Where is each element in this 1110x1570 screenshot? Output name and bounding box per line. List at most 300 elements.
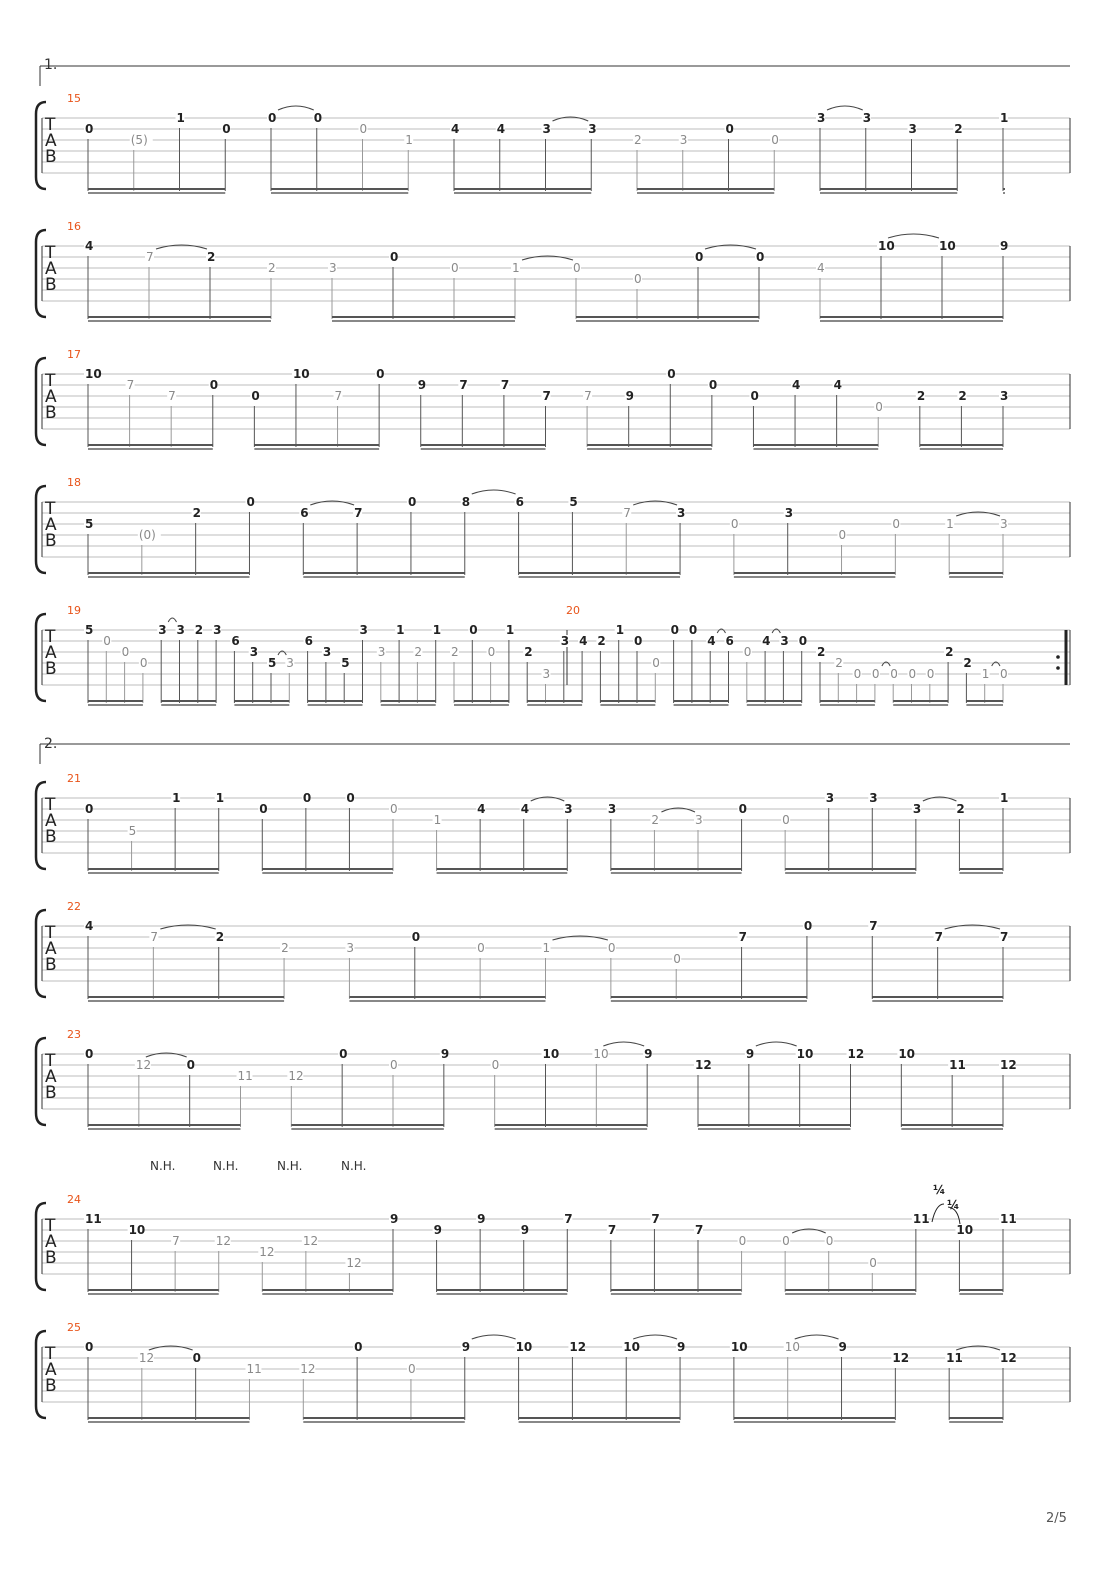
beam — [1003, 192, 1005, 194]
repeat-dot — [1056, 666, 1060, 670]
tab-clef-letter: B — [45, 403, 57, 423]
tie-arc — [756, 1042, 797, 1046]
tab-clef-letter: A — [45, 1232, 57, 1252]
tab-clef-letter: T — [45, 243, 56, 263]
beam — [262, 1289, 393, 1291]
tab-clef-letter: T — [45, 1344, 56, 1364]
fret-number: 4 — [707, 634, 716, 648]
beam — [454, 700, 509, 702]
fret-number: 6 — [300, 506, 309, 520]
beam — [88, 700, 143, 702]
page-number: 2/5 — [1046, 1511, 1067, 1526]
tab-clef-letter: T — [45, 499, 56, 519]
tab-clef-letter: A — [45, 939, 57, 959]
fret-number: 0 — [634, 272, 642, 286]
beam — [495, 1128, 647, 1130]
beam — [421, 444, 546, 446]
beam — [303, 572, 464, 574]
fret-number: 9 — [677, 1340, 686, 1354]
tab-system — [36, 900, 1070, 1002]
fret-number: 0 — [838, 528, 847, 542]
fret-number: 0 — [782, 813, 790, 827]
beam — [959, 1293, 1003, 1295]
fret-number: 9 — [1000, 239, 1009, 253]
fret-number: 10 — [292, 367, 310, 381]
fret-number: 4 — [579, 634, 588, 648]
fret-number: 2 — [651, 813, 660, 827]
fret-number: 0 — [251, 389, 260, 403]
fret-number: 3 — [359, 623, 368, 637]
tab-clef-letter: A — [45, 811, 57, 831]
beam — [611, 1293, 742, 1295]
beam — [611, 868, 742, 870]
tab-clef-letter: A — [45, 387, 57, 407]
beam — [734, 1417, 895, 1419]
fret-number: 2 — [268, 261, 276, 275]
fret-number: 3 — [542, 667, 551, 681]
beam — [308, 700, 363, 702]
tab-clef-letter: B — [45, 955, 57, 975]
fret-number: 0 — [390, 250, 399, 264]
beam — [901, 1128, 1003, 1130]
fret-number: 0 — [853, 667, 862, 681]
fret-number: 12 — [302, 1234, 319, 1248]
nh-marking: N.H. — [341, 1159, 367, 1173]
fret-number: 1 — [615, 623, 625, 637]
tab-clef-letter: B — [45, 1083, 57, 1103]
beam — [88, 704, 143, 706]
beam — [161, 704, 216, 706]
beam — [271, 188, 408, 190]
fret-number: 0 — [652, 656, 660, 670]
fret-number: 0 — [869, 1256, 877, 1270]
beam — [949, 576, 1003, 578]
fret-number: 10 — [623, 1340, 640, 1354]
fret-number: 12 — [138, 1351, 155, 1365]
fret-number: 7 — [168, 389, 176, 403]
beam — [262, 1293, 393, 1295]
fret-number: 0 — [667, 367, 676, 381]
fret-number: 3 — [176, 623, 185, 637]
fret-number: 12 — [847, 1047, 865, 1061]
fret-number: 0 — [487, 645, 496, 659]
fret-number: 7 — [334, 389, 343, 403]
beam — [920, 448, 1003, 450]
fret-number: 3 — [158, 623, 167, 637]
beam — [519, 572, 680, 574]
nh-marking: N.H. — [150, 1159, 176, 1173]
fret-number: 8 — [461, 495, 471, 509]
beam — [88, 444, 213, 446]
fret-number: 5 — [569, 495, 578, 509]
fret-number: 2 — [215, 930, 225, 944]
fret-number: 2 — [945, 645, 954, 659]
fret-number: 0 — [103, 634, 111, 648]
fret-number: 0 — [407, 1362, 416, 1376]
beam — [262, 872, 393, 874]
beam — [785, 1293, 916, 1295]
beam — [949, 572, 1003, 574]
fret-number: 2 — [524, 645, 533, 659]
beam — [234, 700, 289, 702]
beam — [88, 1000, 284, 1002]
fret-number: 0 — [139, 656, 148, 670]
fret-number: 5 — [268, 656, 277, 670]
fret-number: 2 — [192, 506, 202, 520]
fret-number: 0 — [407, 495, 417, 509]
fret-number: 7 — [584, 389, 592, 403]
beam — [734, 576, 895, 578]
fret-number: 2 — [835, 656, 843, 670]
fret-number: 1 — [505, 623, 515, 637]
natural-harmonic-markings — [150, 1159, 366, 1173]
beam — [820, 704, 875, 706]
beam — [587, 444, 712, 446]
beam — [734, 1421, 895, 1423]
fret-number: 3 — [862, 111, 872, 125]
beam — [437, 1293, 568, 1295]
beam — [785, 868, 916, 870]
fret-number: 12 — [1000, 1351, 1017, 1365]
beam — [88, 192, 225, 194]
fret-number: 10 — [515, 1340, 533, 1354]
tab-clef-letter: B — [45, 147, 57, 167]
beam — [88, 572, 249, 574]
beam — [1003, 188, 1005, 190]
tab-clef-letter: T — [45, 1216, 56, 1236]
fret-number: 0 — [209, 378, 219, 392]
fret-number: 0 — [268, 111, 277, 125]
fret-number: 1 — [946, 517, 954, 531]
bar-number: 17 — [67, 348, 81, 361]
beam — [332, 320, 515, 322]
fret-number: 10 — [730, 1340, 748, 1354]
tab-clef-letter: B — [45, 531, 57, 551]
fret-number: 11 — [246, 1362, 262, 1376]
fret-number: 0 — [491, 1058, 500, 1072]
fret-number: 2 — [634, 133, 642, 147]
beam — [893, 704, 948, 706]
volta-2 — [40, 736, 1070, 764]
fret-number: 7 — [607, 1223, 617, 1237]
fret-number: 12 — [288, 1069, 304, 1083]
fret-number: 3 — [912, 802, 922, 816]
fret-number: 11 — [85, 1212, 102, 1226]
fret-number: 0 — [875, 400, 883, 414]
beam — [254, 448, 379, 450]
bar-number: 15 — [67, 92, 81, 105]
tab-clef-letter: T — [45, 923, 56, 943]
beam — [966, 700, 1003, 702]
beam — [893, 700, 948, 702]
beam — [872, 1000, 1003, 1002]
tie-arc — [472, 1335, 516, 1339]
fret-number: 2 — [958, 389, 967, 403]
fret-number: 4 — [817, 261, 825, 275]
tab-system — [36, 92, 1070, 194]
beam — [88, 996, 284, 998]
fret-number: 4 — [451, 122, 460, 136]
fret-number: 2 — [916, 389, 926, 403]
tab-system — [36, 476, 1070, 578]
tab-system — [36, 1193, 1070, 1295]
fret-number: 11 — [949, 1058, 966, 1072]
fret-number: 0 — [477, 941, 485, 955]
fret-number: 6 — [515, 495, 524, 509]
beam — [637, 188, 774, 190]
fret-number: 0 — [695, 250, 704, 264]
fret-number: 0 — [908, 667, 917, 681]
fret-number: 3 — [908, 122, 917, 136]
fret-number: 3 — [564, 802, 573, 816]
fret-number: 0 — [85, 802, 94, 816]
beam — [734, 572, 895, 574]
fret-number: 12 — [346, 1256, 362, 1270]
fret-number: 12 — [215, 1234, 231, 1248]
bend-markings — [932, 1183, 960, 1224]
beam — [234, 704, 289, 706]
fret-number: 1 — [172, 791, 181, 805]
fret-number: 0 — [346, 791, 355, 805]
beam — [600, 700, 655, 702]
fret-number: 0 — [725, 122, 734, 136]
bar-number: 25 — [67, 1321, 81, 1334]
fret-number: 3 — [329, 261, 337, 275]
beam — [785, 1289, 916, 1291]
beam — [519, 576, 680, 578]
fret-number: 7 — [623, 506, 631, 520]
beam — [587, 448, 712, 450]
beam — [611, 996, 807, 998]
fret-number: 1 — [176, 111, 185, 125]
fret-number: 11 — [237, 1069, 253, 1083]
fret-number: 2 — [281, 941, 289, 955]
tab-clef-letter: A — [45, 1360, 57, 1380]
fret-number: 3 — [322, 645, 332, 659]
beam — [949, 1417, 1003, 1419]
fret-number: 0 — [756, 250, 765, 264]
bar-number: 22 — [67, 900, 81, 913]
fret-number: 10 — [878, 239, 895, 253]
fret-number: 0 — [354, 1340, 363, 1354]
tab-clef-letter: B — [45, 659, 57, 679]
fret-number: 11 — [912, 1212, 930, 1226]
fret-number: 12 — [1000, 1058, 1017, 1072]
beam — [747, 704, 802, 706]
fret-number: 9 — [625, 389, 635, 403]
beam — [349, 996, 545, 998]
fret-number: 0 — [121, 645, 130, 659]
fret-number: 0 — [743, 645, 752, 659]
fret-number: 6 — [304, 634, 313, 648]
fret-number: 0 — [339, 1047, 348, 1061]
beam — [820, 316, 1003, 318]
fret-number: 10 — [796, 1047, 814, 1061]
fret-number: 3 — [588, 122, 597, 136]
bar-number: 21 — [67, 772, 81, 785]
fret-number: 7 — [564, 1212, 573, 1226]
fret-number: 0 — [85, 122, 94, 136]
beam — [785, 872, 916, 874]
fret-number: 1 — [1000, 111, 1009, 125]
beam — [88, 1293, 219, 1295]
beam — [454, 188, 591, 190]
fret-number: 1 — [981, 667, 990, 681]
beam — [820, 320, 1003, 322]
beam — [527, 704, 582, 706]
beam — [88, 1289, 219, 1291]
fret-number: 10 — [956, 1223, 974, 1237]
fret-number: 9 — [838, 1340, 847, 1354]
fret-number: 3 — [286, 656, 294, 670]
beam — [454, 192, 591, 194]
fret-number: 0 — [469, 623, 478, 637]
beam — [88, 1128, 241, 1130]
fret-number: 9 — [440, 1047, 450, 1061]
fret-number: 3 — [817, 111, 826, 125]
beam — [88, 576, 249, 578]
beam — [519, 1417, 680, 1419]
fret-number: 0 — [259, 802, 268, 816]
fret-number: 9 — [390, 1212, 399, 1226]
tie-arc — [888, 234, 939, 238]
tab-clef-letter: A — [45, 1067, 57, 1087]
bar-number: 16 — [67, 220, 81, 233]
beam — [576, 320, 759, 322]
fret-number: 7 — [354, 506, 363, 520]
fret-number: 0 — [573, 261, 581, 275]
fret-number: 9 — [433, 1223, 442, 1237]
tab-clef-letter: A — [45, 515, 57, 535]
fret-number: 0 — [926, 667, 935, 681]
fret-number: 1 — [1000, 791, 1009, 805]
tab-system — [36, 1321, 1070, 1423]
beam — [872, 996, 1003, 998]
tab-clef-letter: T — [45, 115, 56, 135]
fret-number: 2 — [963, 656, 972, 670]
tab-clef-letter: B — [45, 1376, 57, 1396]
fret-number: 4 — [477, 802, 486, 816]
tab-clef-letter: T — [45, 627, 56, 647]
beam — [959, 872, 1003, 874]
beam — [88, 320, 271, 322]
fret-number: 7 — [172, 1234, 180, 1248]
volta-1 — [40, 57, 1070, 86]
tab-clef-letter: A — [45, 643, 57, 663]
fret-number: 0 — [1000, 667, 1008, 681]
fret-number: 7 — [869, 919, 878, 933]
fret-number: 0 — [85, 1047, 94, 1061]
beam — [495, 1124, 647, 1126]
fret-number: 0 — [771, 133, 779, 147]
beam — [254, 444, 379, 446]
beam — [381, 700, 436, 702]
beam — [303, 576, 464, 578]
fret-number: 0 — [730, 517, 739, 531]
fret-number: 0 — [892, 517, 900, 531]
fret-number: 7 — [126, 378, 135, 392]
bar-number: 19 — [67, 604, 81, 617]
fret-number: 1 — [512, 261, 520, 275]
beam — [611, 1000, 807, 1002]
fret-number: 0 — [803, 919, 813, 933]
fret-number: 3 — [679, 133, 688, 147]
fret-number: 9 — [477, 1212, 486, 1226]
beam — [332, 316, 515, 318]
beam — [674, 704, 729, 706]
tab-clef-letter: T — [45, 1051, 56, 1071]
fret-number: 0 — [302, 791, 312, 805]
fret-number: 7 — [542, 389, 551, 403]
fret-number: 3 — [377, 645, 386, 659]
tab-clef-letter: T — [45, 795, 56, 815]
fret-number: 1 — [432, 623, 442, 637]
bar-number: 24 — [67, 1193, 81, 1206]
beam — [600, 704, 655, 706]
fret-number: 6 — [231, 634, 240, 648]
fret-number: 12 — [892, 1351, 910, 1365]
fret-number: 5 — [85, 517, 94, 531]
fret-number: 4 — [85, 239, 94, 253]
fret-number: 0 — [738, 802, 747, 816]
bend-quarter-label: ¼ — [947, 1198, 960, 1212]
fret-number: 1 — [215, 791, 225, 805]
beam — [611, 872, 742, 874]
fret-number: 0 — [782, 1234, 790, 1248]
beam — [88, 1421, 249, 1423]
fret-number: 7 — [934, 930, 944, 944]
fret-number: 0 — [890, 667, 898, 681]
beam — [949, 1421, 1003, 1423]
beam — [88, 448, 213, 450]
fret-number: 0 — [451, 261, 459, 275]
fret-number: 3 — [560, 634, 570, 648]
tab-systems — [36, 92, 1070, 1423]
fret-number: 2 — [817, 645, 826, 659]
fret-number: 7 — [146, 250, 154, 264]
beam — [88, 1124, 241, 1126]
beam — [437, 868, 568, 870]
fret-number: 3 — [346, 941, 355, 955]
fret-number: 2 — [414, 645, 423, 659]
fret-number: 0 — [708, 378, 718, 392]
beam — [959, 1289, 1003, 1291]
fret-number: 0 — [750, 389, 759, 403]
fret-number: 7 — [500, 378, 510, 392]
fret-number: 2 — [207, 250, 216, 264]
fret-number: 10 — [128, 1223, 146, 1237]
beam — [437, 872, 568, 874]
fret-number: 3 — [1000, 517, 1008, 531]
fret-number: 10 — [593, 1047, 609, 1061]
fret-number: 1 — [396, 623, 405, 637]
beam — [88, 316, 271, 318]
fret-number: 4 — [792, 378, 801, 392]
fret-number: 12 — [135, 1058, 152, 1072]
beam — [88, 868, 219, 870]
fret-number: 2 — [956, 802, 965, 816]
beam — [519, 1421, 680, 1423]
bar-number: 20 — [566, 604, 580, 617]
tab-system — [36, 604, 1070, 706]
fret-number: 0 — [376, 367, 385, 381]
bend-quarter-label: ¼ — [933, 1183, 946, 1197]
fret-number: 9 — [520, 1223, 530, 1237]
tie-arc — [795, 1335, 839, 1339]
fret-number: 2 — [451, 645, 459, 659]
tie-arc — [278, 106, 314, 110]
fret-number: 2 — [597, 634, 606, 648]
